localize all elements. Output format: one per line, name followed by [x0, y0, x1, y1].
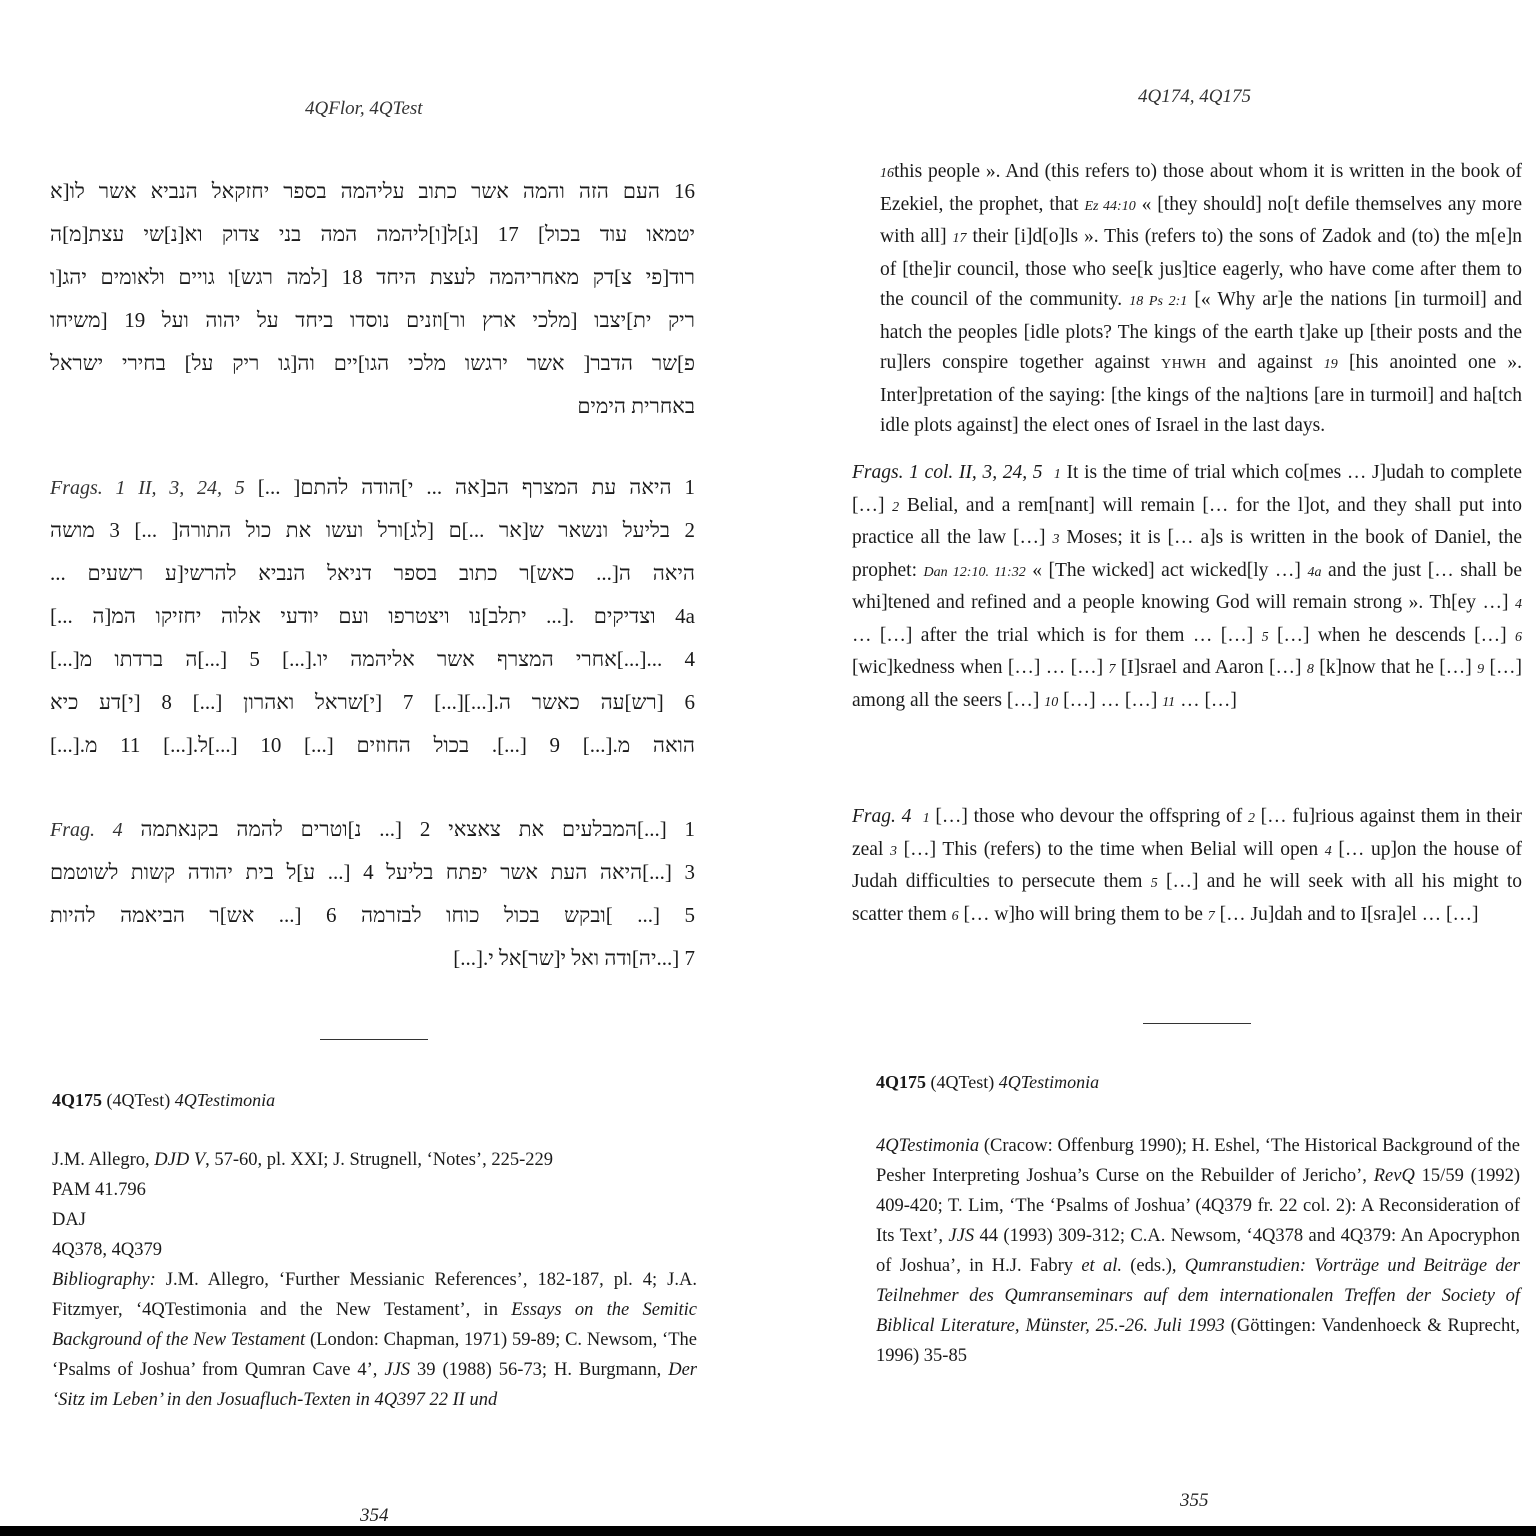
bib-work: JJS	[948, 1226, 975, 1246]
page-number: 355	[1180, 1490, 1209, 1511]
frags-label: Frags. 1 II, 3, 24, 5	[50, 477, 245, 499]
text-run: … […] after the trial which is for them … […]	[852, 624, 1262, 646]
hebrew-line: 4a וצדיקים .[... יתלב]נו ויצטרפו ועם יודעי אלוה יחזיקו המ[ה ...]	[50, 604, 695, 628]
verse-number: 3	[1052, 532, 1060, 547]
bib-text: 39 (1988) 56-73; H. Burgmann,	[410, 1360, 669, 1380]
text-run: and the just [… shall be whi]tened and refined and a people knowing God will remain strong ». Th[ey …]	[852, 559, 1522, 613]
info-line: PAM 41.796	[52, 1180, 146, 1200]
text-run: their [i]d[o]ls ». This (refers to) the sons of Zadok and (to) the m[e]n of [the]ir council, those who see[k jus]tice eagerly, who have come after them to the council of the community.	[880, 226, 1522, 310]
text-run: Moses; it is [… a]s is written in the book of Daniel, the prophet:	[852, 527, 1523, 581]
bib-work: 4QTestimonia	[876, 1136, 980, 1156]
bib-text: 15/59 (1992) 409-420; T. Lim, ‘The ‘Psalms of Joshua’ (4Q379 fr. 22 col. 2): A Reconsideration of Its Text’,	[876, 1166, 1520, 1246]
verse-number: 5	[1261, 629, 1269, 645]
verse-number: 17	[952, 231, 967, 246]
bib-text: (Göttingen: Vandenhoeck & Ruprecht, 1996) 35-85	[876, 1316, 1520, 1366]
hebrew-line: 4 ...[...]אחרי המצרף אשר אליהמה יו.[...] 5 [...]ה ברדתו מ[...]	[50, 647, 695, 671]
section-divider	[320, 1039, 428, 1040]
section-heading	[52, 1090, 275, 1111]
hebrew-text-block-2	[50, 466, 695, 767]
hebrew-line: רוד[פי צ]דק מאחריהמה לעצת היחד 18 [למה רגש]ו גויים ולאומים יהג[ו	[50, 265, 695, 289]
verse-number: 11	[1162, 694, 1176, 710]
verse-number: 19	[1323, 357, 1338, 372]
verse-number: 4a	[1307, 564, 1322, 580]
hebrew-line: הואה מ.[...] 9 [...]. בכול החוזים [...] 10 [...]ל.[...] 11 מ.[...]	[50, 733, 695, 757]
text-run: […] This (refers) to the time when Belial will open	[897, 838, 1325, 860]
english-text-block-3	[852, 802, 1522, 932]
running-head: 4QFlor, 4QTest	[305, 98, 423, 119]
text-run: and against	[1206, 352, 1324, 373]
scripture-ref: 18 Ps 2:1	[1129, 294, 1188, 309]
edition-line	[52, 1145, 697, 1175]
hebrew-line: היאה ה[... כאש]ר כתוב בספר דניאל הנביא להרשי[ע רשעים ...	[50, 561, 695, 585]
hebrew-line: 3 [...]היאה העת אשר יפתח בליעל 4 [... ע]ל בית יהודה קשות לשוטמם	[50, 860, 695, 884]
hebrew-line: באחרית הימים	[577, 394, 695, 418]
verse-number: 10	[1044, 694, 1059, 710]
text-run: […] among all the seers […]	[852, 657, 1523, 711]
section-divider	[1143, 1023, 1251, 1024]
edition-work: DJD V	[154, 1150, 206, 1170]
bib-text: J.M. Allegro, ‘Further Messianic References’, 182-187, pl. 4; J.A. Fitzmyer, ‘4QTestimonia and the New Testament’, in	[52, 1270, 697, 1320]
text-run: [his anointed one ». Inter]pretation of the saying: [the kings of the na]tions [are in turmoil] and ha[tch idle plots against] the elect ones of Israel in the last days.	[880, 352, 1522, 436]
hebrew-text-block-1	[50, 170, 695, 428]
bibliography-block	[52, 1145, 697, 1415]
hebrew-text-block-3	[50, 808, 695, 980]
verse-number: 6	[951, 908, 959, 924]
frag4-label: Frag. 4	[852, 806, 912, 827]
section-title: 4QTestimonia	[998, 1072, 1100, 1092]
verse-number: 9	[1477, 662, 1485, 677]
text-run: […] and he will seek with all his might to scatter them	[852, 871, 1522, 925]
hebrew-line: 6 [רש]עה כאשר ה.[...][...] 7 [י]שראל ואהרון [...] 8 [י]דע כיא	[50, 690, 695, 714]
verse-number: 3	[890, 843, 898, 859]
text-run: It is the time of trial which co[mes … J]udah to complete […]	[852, 462, 1523, 516]
text-run: « [they should] no[t defile themselves any more with all]	[880, 193, 1522, 247]
divine-name: YHWH	[1161, 357, 1207, 372]
verse-number: 4	[1515, 597, 1522, 612]
hebrew-line: 1 היאה עת המצרף הב[אה ... י]הודה להתם[ ...]	[257, 475, 695, 499]
scripture-ref: Dan 12:10. 11:32	[923, 564, 1026, 580]
text-run: [… w]ho will bring them to be	[958, 903, 1208, 925]
page-number: 354	[360, 1505, 389, 1526]
right-page	[768, 0, 1536, 1526]
hebrew-line: ריק ית]יצבו [מלכי ארץ ור]וזנים נוסדו ביחד על יהוה ועל 19 [משיחו	[50, 308, 695, 332]
bib-work: Der ‘Sitz im Leben’ in den Josuafluch-Texten in 4Q397 22 II und	[52, 1360, 697, 1410]
edition-suffix: , 57-60, pl. XXI; J. Strugnell, ‘Notes’, 225-229	[205, 1150, 553, 1170]
frag4-label: Frag. 4	[50, 819, 123, 841]
hebrew-line-with-label	[50, 808, 695, 851]
verse-number: 7	[1207, 908, 1215, 924]
verse-number: 2	[892, 499, 900, 515]
text-run: […] … […]	[1058, 689, 1163, 711]
hebrew-line: 16 העם הזה והמה אשר כתוב עליהמה בספר יחזקאל הנביא אשר לו[א	[50, 179, 695, 203]
text-run: […] those who devour the offspring of	[929, 806, 1248, 827]
verse-number: 1	[1053, 467, 1061, 482]
verse-number: 6	[1515, 629, 1522, 645]
hebrew-line: 1 [...]המבלעים את צאצאי 2 [... נ]וטרים להמה בקנאתמה	[140, 817, 695, 841]
info-line: DAJ	[52, 1210, 86, 1230]
text-run: [… fu]rious against them in their zeal	[852, 806, 1523, 860]
info-line: 4Q378, 4Q379	[52, 1240, 162, 1260]
verse-number: 5	[1150, 876, 1158, 891]
english-text-block-2	[852, 458, 1522, 718]
bib-work: JJS	[384, 1360, 411, 1380]
siglum: 4Q175	[876, 1072, 927, 1092]
verse-number: 8	[1306, 662, 1314, 677]
edition-prefix: J.M. Allegro,	[52, 1150, 155, 1170]
hebrew-line: יטמאו עוד בכול] 17 [ג]ל[ו]ליהמה המה בני צדוק וא[נ]שי עצת[מ]ה	[50, 222, 695, 246]
hebrew-line: 2 בליעל ונשאר ש[אר ...]ם [לג]ורל ועשו את כול התורה[ ...] 3 מושה	[50, 518, 695, 542]
bib-text: (eds.),	[1121, 1256, 1185, 1276]
section-heading	[876, 1072, 1099, 1093]
text-run: […] when he descends […]	[1268, 624, 1515, 646]
bibliography-text	[52, 1265, 697, 1415]
frags-label: Frags. 1 col. II, 3, 24, 5	[852, 462, 1043, 483]
text-run: Belial, and a rem[nant] will remain [… for the l]ot, and they shall put into practice all the law […]	[852, 494, 1522, 548]
hebrew-line-with-label	[50, 466, 695, 509]
bib-text: (Cracow: Offenburg 1990); H. Eshel, ‘The Historical Background of the Pesher Interpreting Joshua’s Curse on the Rebuilder of Jericho’,	[876, 1136, 1520, 1186]
text-run: [« Why ar]e the nations [in turmoil] and hatch the peoples [idle plots? The kings of the earth t]ake up [their posts and the ru]lers conspire together against	[880, 289, 1522, 373]
scripture-ref: Ez 44:10	[1084, 198, 1136, 214]
english-text-block-1	[880, 157, 1522, 442]
verse-number: 16	[880, 166, 894, 181]
bibliography-block	[876, 1131, 1520, 1371]
bib-work: RevQ	[1373, 1166, 1415, 1186]
bib-text: (London: Chapman, 1971) 59-89; C. Newsom, ‘The ‘Psalms of Joshua’ from Qumran Cave 4’,	[52, 1330, 697, 1380]
hebrew-line: 7 [...יה]ודה ואל י[שר]אל י.[...]	[453, 946, 695, 970]
text-run: [… up]on the house of Judah difficulties to persecute them	[852, 838, 1522, 892]
bib-work: Qumranstudien: Vorträge und Beiträge der Teilnehmer des Qumranseminars auf dem internationalen Treffen der Society of Biblical Literature, Münster, 25.-26. Juli 1993	[876, 1256, 1521, 1336]
verse-number: 4	[1324, 843, 1332, 859]
bibliography-label: Bibliography:	[52, 1270, 156, 1290]
text-run: « [The wicked] act wicked[ly …]	[1025, 559, 1308, 581]
section-title: 4QTestimonia	[174, 1090, 276, 1110]
verse-number: 7	[1108, 662, 1116, 677]
alt-siglum: (4QTest)	[930, 1072, 995, 1092]
text-run: [wic]kedness when […] … […]	[852, 657, 1109, 678]
text-run: this people ». And (this refers to) those about whom it is written in the book of Ezekiel, the prophet, that	[880, 161, 1522, 215]
verse-number: 2	[1247, 811, 1255, 826]
hebrew-line: 5 [... ]ובקש בכול כוחו לבזרמה 6 [... אש]ר הביאמה להיות	[50, 903, 695, 927]
bib-text: 44 (1993) 309-312; C.A. Newsom, ‘4Q378 and 4Q379: An Apocryphon of Joshua’, in H.J. Fabry	[876, 1226, 1521, 1276]
text-run: [I]srael and Aaron […]	[1115, 657, 1307, 678]
verse-number: 1	[922, 811, 930, 826]
running-head: 4Q174, 4Q175	[1138, 86, 1251, 107]
text-run: [… Ju]dah and to I[sra]el … […]	[1214, 903, 1479, 925]
bib-work: et al.	[1081, 1256, 1122, 1276]
alt-siglum: (4QTest)	[106, 1090, 171, 1110]
scan-bottom-edge	[0, 1526, 1536, 1536]
text-run: [k]now that he […]	[1313, 657, 1478, 678]
bib-work: Essays on the Semitic Background of the New Testament	[52, 1300, 698, 1350]
left-page	[0, 0, 760, 1526]
siglum: 4Q175	[52, 1090, 103, 1110]
text-run: … […]	[1175, 689, 1237, 711]
hebrew-line: פ]שר הדבר[ אשר ירגשו מלכי הגו]יים וה[גו ריק על] בחירי ישראל	[50, 351, 695, 375]
